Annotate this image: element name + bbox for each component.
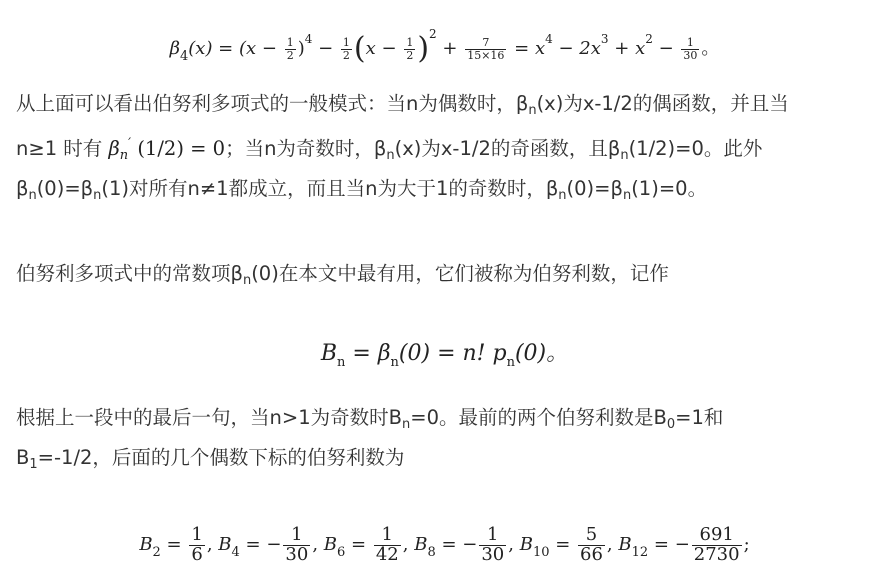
numerator: 1 <box>681 37 699 50</box>
denominator: 2730 <box>693 543 740 565</box>
sign: = − <box>239 534 282 555</box>
term-B8 <box>414 523 514 565</box>
text-run: =-1/2，后面的几个偶数下标的伯努利数为 <box>37 446 405 469</box>
text-run: 从上面可以看出伯努利多项式的一般模式：当n为偶数时，β <box>16 92 529 115</box>
subscript: 12 <box>631 545 649 560</box>
numerator: 5 <box>578 526 605 546</box>
separator: , <box>312 534 319 555</box>
text-run: =0。最前的两个伯努利数是B <box>410 406 667 429</box>
subscript: n <box>242 273 252 288</box>
text-run: 伯努利多项式中的常数项β <box>16 262 243 285</box>
denominator: 2 <box>342 48 350 62</box>
fraction-thirty <box>681 37 699 61</box>
subscript: n <box>390 355 399 370</box>
close-big-paren: ) <box>417 31 430 66</box>
numerator: 7 <box>465 37 506 50</box>
formula-text: = x <box>514 38 546 59</box>
fraction-half-2 <box>341 37 352 61</box>
subscript: n <box>28 188 37 203</box>
numerator: 1 <box>406 35 414 49</box>
text-run: (1/2)=0。此外 <box>628 137 763 160</box>
beta-symbol: β <box>108 137 120 160</box>
numerator: 1 <box>286 35 294 49</box>
paragraph-constant-term <box>16 254 878 294</box>
formula-text: − 2x <box>552 38 601 59</box>
subscript: n <box>119 148 129 163</box>
text-run: (1)=0。 <box>631 177 708 200</box>
open-big-paren: ( <box>353 31 366 66</box>
subscript: n <box>528 103 537 118</box>
text-run: =1和 <box>675 406 724 429</box>
separator: , <box>402 534 409 555</box>
text-run: 根据上一段中的最后一句，当n>1为奇数时B <box>16 406 402 429</box>
minus: − <box>312 38 339 59</box>
subscript: 0 <box>666 417 676 432</box>
B-symbol: B <box>414 534 428 555</box>
paragraph-line <box>16 398 878 438</box>
fraction <box>189 523 204 565</box>
B-symbol: B <box>139 534 153 555</box>
subscript: 2 <box>152 545 161 560</box>
paragraph-line <box>16 254 878 294</box>
fraction <box>479 523 506 565</box>
subscript: n <box>620 148 629 163</box>
sign: = <box>160 534 188 555</box>
period: 。 <box>701 38 720 59</box>
text-run: (x)为x-1/2的偶函数，并且当 <box>536 92 789 115</box>
subscript: n <box>93 188 102 203</box>
exponent: 3 <box>600 32 609 46</box>
subscript: n <box>386 148 395 163</box>
subscript: n <box>506 355 515 370</box>
separator: ; <box>743 534 750 555</box>
numerator: 1 <box>283 526 310 546</box>
denominator: 30 <box>481 543 505 565</box>
sign: = <box>345 534 372 555</box>
B-symbol: B <box>218 534 232 555</box>
B-symbol: B <box>320 341 338 366</box>
exponent-4: 4 <box>304 32 313 46</box>
numerator: 1 <box>342 35 350 49</box>
formula-text: = β <box>345 341 391 366</box>
numerator: 691 <box>692 526 742 546</box>
text-run: ；当n为奇数时，β <box>225 137 387 160</box>
formula-text: (0)。 <box>514 341 569 366</box>
term-B4 <box>218 523 319 565</box>
subscript: 1 <box>29 457 38 472</box>
numerator: 1 <box>479 526 506 546</box>
paragraph-parity <box>16 84 878 209</box>
denominator: 66 <box>580 543 603 565</box>
text-run: (x)为x-1/2的奇函数，且β <box>394 137 621 160</box>
denominator: 30 <box>683 48 698 62</box>
numerator: 1 <box>191 523 203 545</box>
text-run: (0)=β <box>566 177 623 200</box>
exponent-2: 2 <box>429 27 437 41</box>
denominator: 6 <box>191 543 203 565</box>
subscript: n <box>622 188 632 203</box>
text-run: B <box>16 446 30 469</box>
beta-symbol: β <box>169 38 180 59</box>
text-run: β <box>16 177 29 200</box>
term-B6 <box>323 523 409 565</box>
subscript: n <box>401 417 411 432</box>
formula-text: (x) = (x − <box>188 38 277 59</box>
subscript: n <box>337 355 346 370</box>
text-run: (0)在本文中最有用，它们被称为伯努利数，记作 <box>251 262 669 285</box>
paragraph-line <box>16 438 878 478</box>
paragraph-line <box>16 84 878 124</box>
B-symbol: B <box>618 534 632 555</box>
formula-bernoulli-list <box>0 520 889 578</box>
close-paren: ) <box>297 38 305 59</box>
fraction-half <box>285 37 296 61</box>
formula-text: + x <box>608 38 646 59</box>
plus: + <box>436 38 464 59</box>
text-run: (1)对所有n≠1都成立，而且当n为大于1的奇数时，β <box>101 177 559 200</box>
B-symbol: B <box>323 534 338 555</box>
formula-beta4 <box>0 14 889 77</box>
separator: , <box>606 534 613 555</box>
B-symbol: B <box>519 534 533 555</box>
formula-text: x − <box>365 38 397 59</box>
denominator: 15×16 <box>467 48 505 62</box>
subscript: n <box>558 188 567 203</box>
fraction <box>692 523 742 565</box>
subscript: 4 <box>231 545 240 560</box>
denominator: 30 <box>285 543 309 565</box>
fraction-half-3 <box>404 37 415 61</box>
text-run: n≥1 时有 <box>16 137 109 160</box>
formula-text: (0) = n! p <box>398 341 507 366</box>
denominator: 2 <box>286 48 294 62</box>
term-B12 <box>618 523 750 565</box>
exponent: 2 <box>645 32 653 46</box>
fraction <box>578 523 605 565</box>
prime-mark: ′ <box>128 136 132 151</box>
exponent: 4 <box>545 32 553 46</box>
fraction-seven <box>465 37 506 61</box>
subscript-4: 4 <box>179 49 189 64</box>
separator: , <box>206 534 213 555</box>
paragraph-bernoulli-numbers <box>16 398 878 478</box>
term-B2 <box>139 523 213 565</box>
subscript: 6 <box>337 545 346 560</box>
denominator: 42 <box>375 543 399 565</box>
fraction <box>283 523 310 565</box>
denominator: 2 <box>406 48 414 62</box>
formula-Bn <box>0 334 889 383</box>
paragraph-line <box>16 124 878 169</box>
text-run: (0)=β <box>36 177 94 200</box>
term-B10 <box>519 523 613 565</box>
subscript: 8 <box>427 545 436 560</box>
numerator: 1 <box>374 526 401 546</box>
separator: , <box>508 534 514 555</box>
paragraph-line <box>16 169 878 209</box>
sign: = − <box>435 534 478 555</box>
sign: = − <box>648 534 690 555</box>
formula-text: (1/2) = 0 <box>131 137 226 160</box>
sign: = <box>549 534 577 555</box>
formula-text: − <box>652 38 680 59</box>
subscript: 10 <box>532 545 550 560</box>
fraction <box>374 523 401 565</box>
